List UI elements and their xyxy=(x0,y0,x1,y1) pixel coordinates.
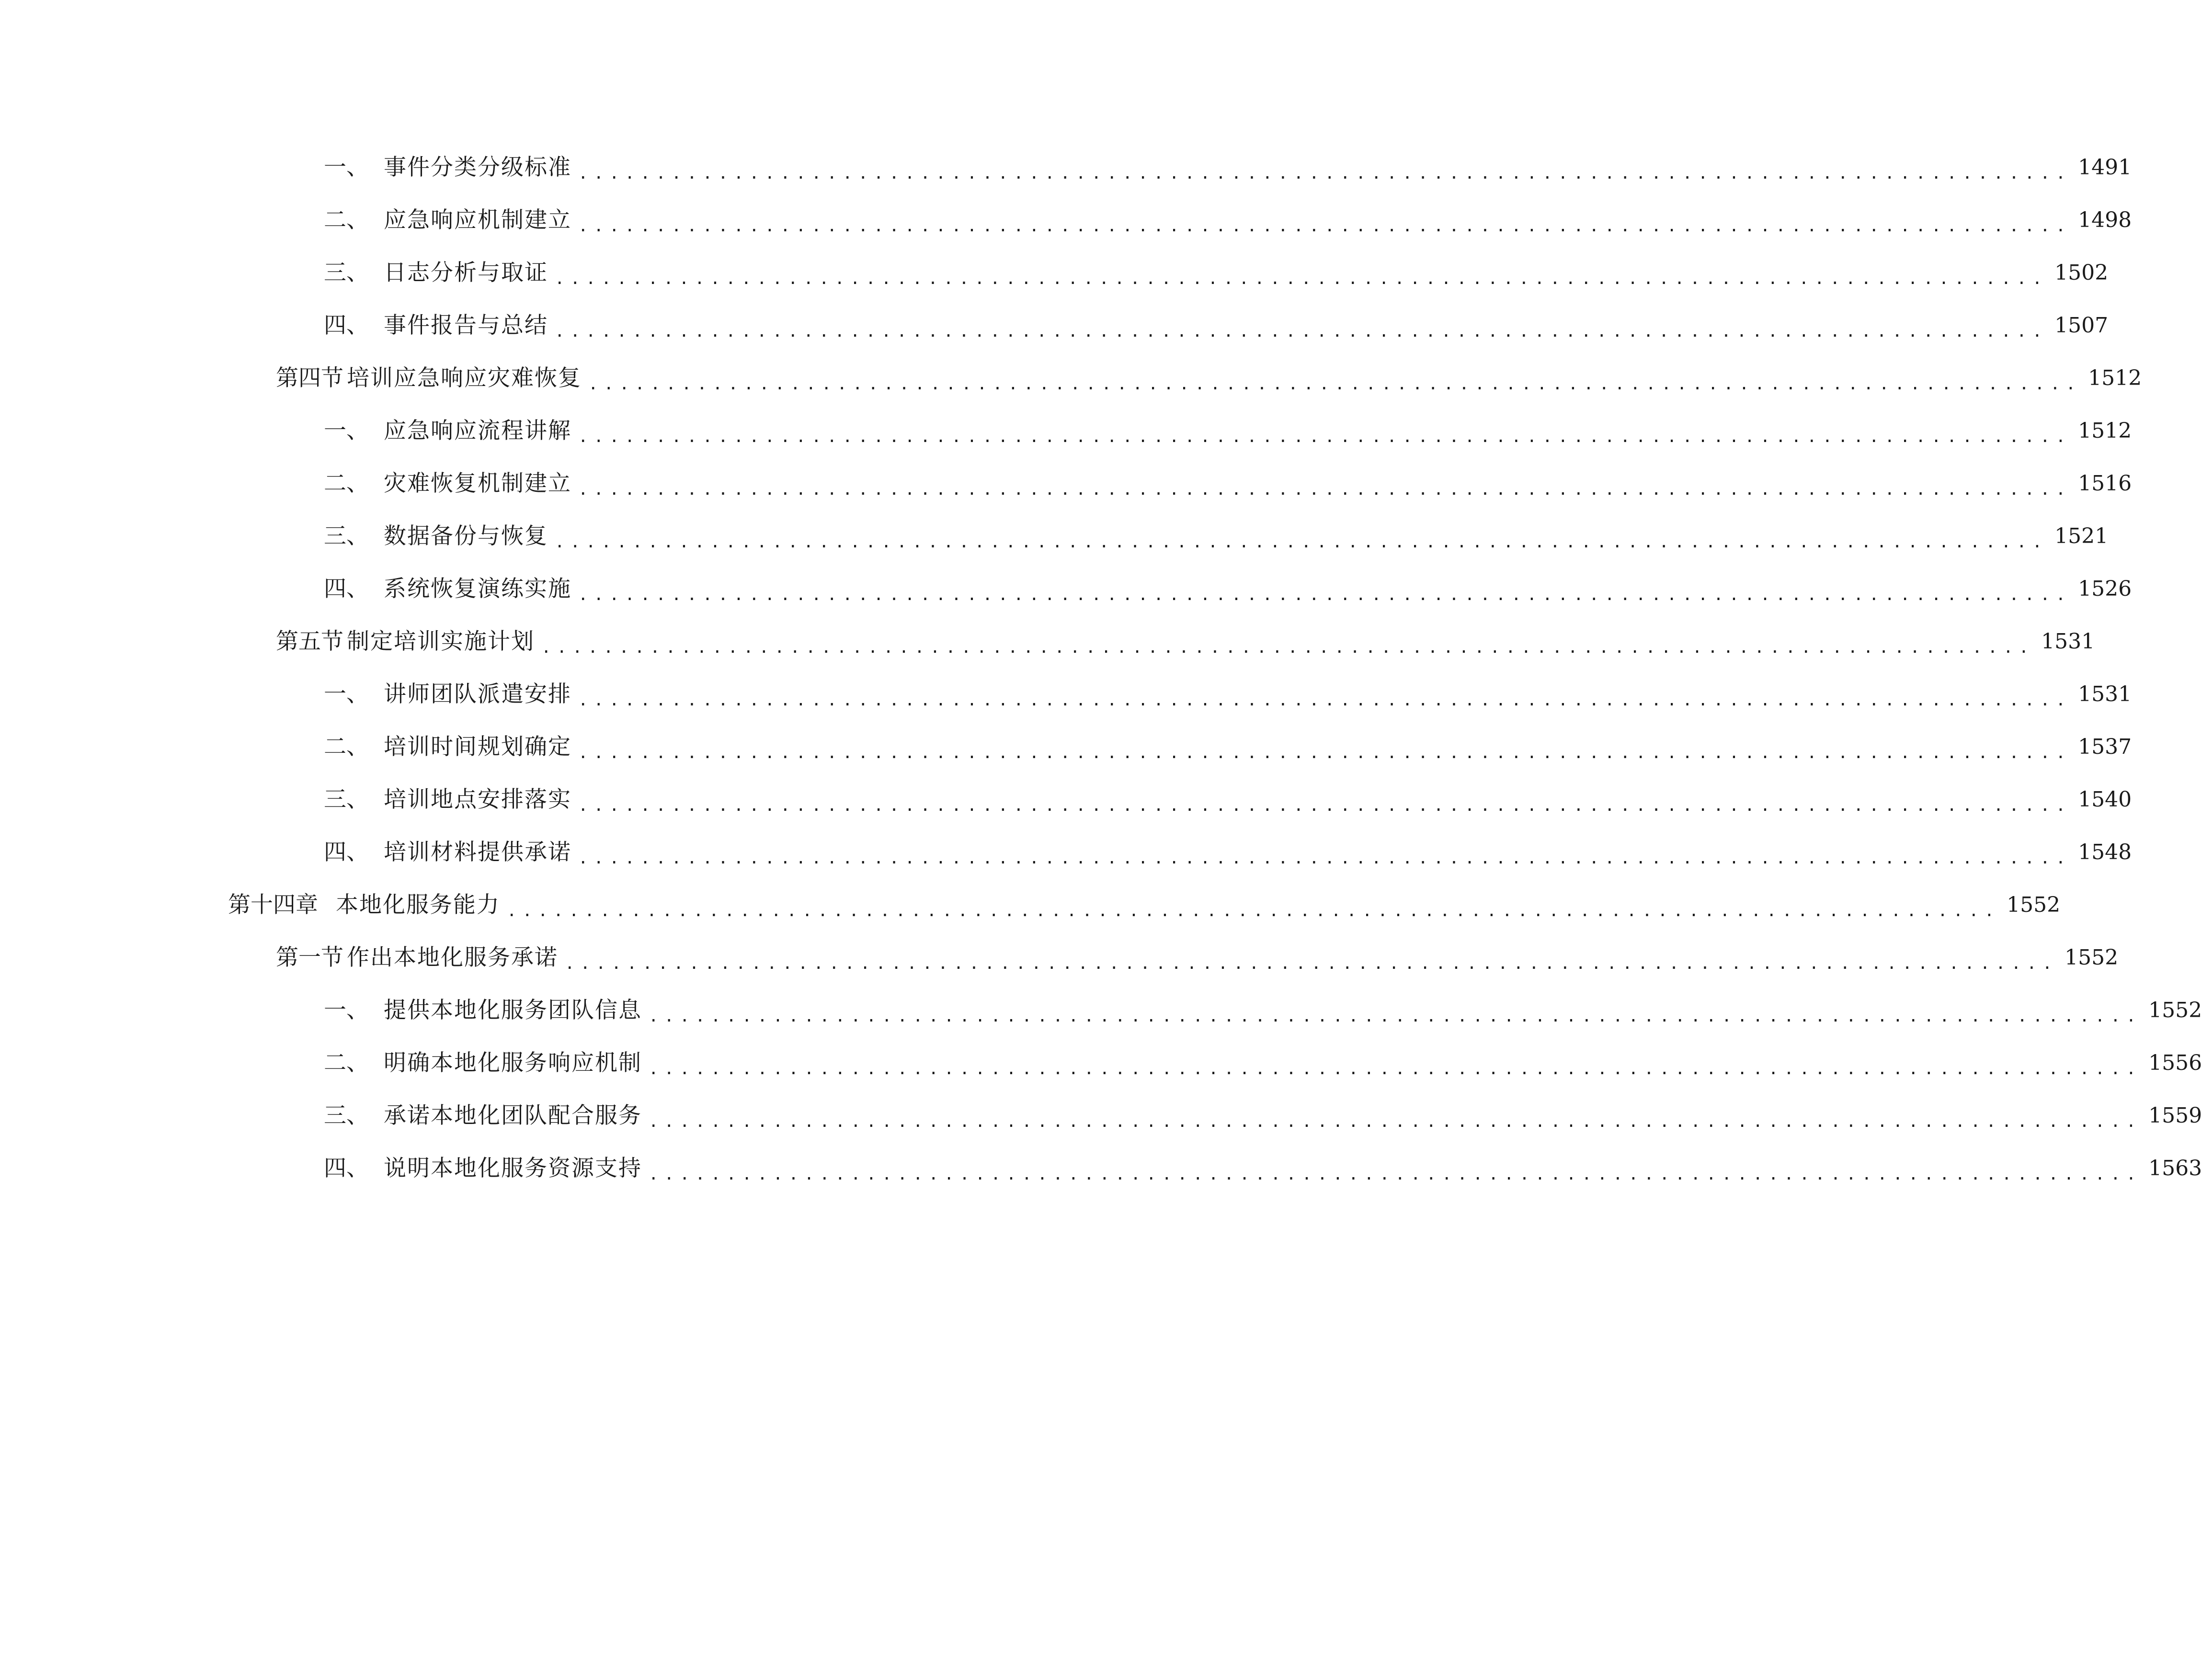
toc-dot-leader: ................................................................................................ xyxy=(578,849,2072,868)
toc-entry-title: 培训地点安排落实 xyxy=(384,786,571,813)
toc-dot-leader: ................................................................................................ xyxy=(649,1165,2142,1184)
toc-entry-number: 第五节 xyxy=(276,628,343,655)
toc-entry-title: 培训时间规划确定 xyxy=(384,734,571,760)
toc-entry[interactable] xyxy=(324,673,2132,716)
toc-page-number: 1526 xyxy=(2078,577,2132,601)
toc-entry[interactable] xyxy=(324,1042,2202,1085)
toc-entry-number: 一、 xyxy=(324,997,369,1023)
toc-page-number: 1521 xyxy=(2054,524,2109,548)
toc-entry-number: 四、 xyxy=(324,312,369,339)
toc-entry-title: 事件报告与总结 xyxy=(384,312,548,339)
toc-page-number: 1559 xyxy=(2148,1103,2202,1128)
toc-entry[interactable] xyxy=(324,146,2132,189)
toc-page-number: 1512 xyxy=(2078,419,2132,443)
toc-page-number: 1548 xyxy=(2078,840,2132,864)
toc-entry[interactable] xyxy=(324,199,2132,242)
toc-dot-leader: ................................................................................................ xyxy=(555,533,2048,552)
toc-entry[interactable] xyxy=(324,1147,2202,1190)
toc-entry[interactable] xyxy=(324,831,2132,874)
toc-entry-title: 承诺本地化团队配合服务 xyxy=(384,1102,642,1129)
toc-dot-leader: ................................................................................................ xyxy=(555,322,2048,341)
toc-entry[interactable] xyxy=(324,989,2202,1032)
toc-page-number: 1512 xyxy=(2088,366,2142,390)
toc-entry-title: 提供本地化服务团队信息 xyxy=(384,997,642,1023)
toc-page-number: 1502 xyxy=(2054,261,2109,285)
toc-page-number: 1507 xyxy=(2054,313,2109,338)
toc-dot-leader: ................................................................................................ xyxy=(649,1059,2142,1078)
toc-entry-title: 讲师团队派遣安排 xyxy=(384,681,571,707)
toc-entry-title: 本地化服务能力 xyxy=(336,892,500,918)
toc-entry[interactable] xyxy=(276,620,2095,663)
toc-entry-title: 制定培训实施计划 xyxy=(347,628,535,655)
toc-dot-leader: ................................................................................................ xyxy=(649,1112,2142,1131)
toc-entry-title: 培训材料提供承诺 xyxy=(384,839,571,865)
toc-entry[interactable] xyxy=(324,515,2109,558)
toc-dot-leader: ................................................................................................ xyxy=(649,1007,2142,1026)
toc-dot-leader: ................................................................................................ xyxy=(507,901,2000,920)
toc-entry[interactable] xyxy=(276,357,2142,400)
toc-entry-title: 事件分类分级标准 xyxy=(384,154,571,181)
toc-entry-number: 三、 xyxy=(324,523,369,549)
toc-page-number: 1540 xyxy=(2078,787,2132,812)
toc-page-number: 1491 xyxy=(2078,155,2132,180)
toc-entry-title: 应急响应流程讲解 xyxy=(384,418,571,444)
toc-entry-title: 系统恢复演练实施 xyxy=(384,576,571,602)
toc-entry-number: 一、 xyxy=(324,418,369,444)
toc-entry[interactable] xyxy=(324,409,2132,453)
toc-dot-leader: ................................................................................................ xyxy=(578,480,2072,499)
toc-dot-leader: ................................................................................................ xyxy=(555,269,2048,288)
toc-entry-title: 说明本地化服务资源支持 xyxy=(384,1155,642,1181)
toc-dot-leader: ................................................................................................ xyxy=(541,638,2035,657)
toc-entry-title: 日志分析与取证 xyxy=(384,260,548,286)
toc-entry-number: 三、 xyxy=(324,260,369,286)
toc-entry[interactable] xyxy=(324,304,2109,347)
toc-page-number: 1552 xyxy=(2148,998,2202,1022)
toc-entry-number: 四、 xyxy=(324,1155,369,1181)
toc-dot-leader: ................................................................................................ xyxy=(578,216,2072,236)
toc-entry[interactable] xyxy=(324,1094,2202,1137)
toc-entry[interactable] xyxy=(324,726,2132,769)
toc-entry-title: 数据备份与恢复 xyxy=(384,523,548,549)
toc-entry-number: 第四节 xyxy=(276,365,343,391)
toc-entry-number: 二、 xyxy=(324,470,369,497)
toc-entry-number: 二、 xyxy=(324,207,369,233)
toc-dot-leader: ................................................................................................ xyxy=(565,954,2058,973)
toc-entry-number: 四、 xyxy=(324,839,369,865)
toc-page-number: 1537 xyxy=(2078,735,2132,759)
toc-entry-title: 明确本地化服务响应机制 xyxy=(384,1050,642,1076)
toc-entry-number: 三、 xyxy=(324,786,369,813)
toc-dot-leader: ................................................................................................ xyxy=(578,691,2072,710)
toc-dot-leader: ................................................................................................ xyxy=(578,427,2072,446)
toc-entry-number: 二、 xyxy=(324,1050,369,1076)
toc-entry-number: 一、 xyxy=(324,681,369,707)
toc-entry-title: 灾难恢复机制建立 xyxy=(384,470,571,497)
toc-entry-number: 四、 xyxy=(324,576,369,602)
toc-page-number: 1556 xyxy=(2148,1051,2202,1075)
toc-entry[interactable] xyxy=(324,251,2109,295)
toc-entry-title: 应急响应机制建立 xyxy=(384,207,571,233)
toc-entry-number: 一、 xyxy=(324,154,369,181)
toc-dot-leader: ................................................................................................ xyxy=(578,585,2072,604)
toc-dot-leader: ................................................................................................ xyxy=(578,796,2072,815)
toc-dot-leader: ................................................................................................ xyxy=(578,743,2072,762)
toc-entry-number: 三、 xyxy=(324,1102,369,1129)
toc-dot-leader: ................................................................................................ xyxy=(588,375,2082,394)
toc-entry[interactable] xyxy=(324,778,2132,821)
toc-entry[interactable] xyxy=(324,462,2132,505)
toc-entry[interactable] xyxy=(324,568,2132,611)
toc-entry[interactable] xyxy=(228,884,2061,927)
toc-page-number: 1531 xyxy=(2041,629,2095,654)
toc-entry-number: 第十四章 xyxy=(228,892,318,918)
toc-entry-number: 第一节 xyxy=(276,944,343,971)
toc-entry-title: 培训应急响应灾难恢复 xyxy=(347,365,582,391)
toc-entry-number: 二、 xyxy=(324,734,369,760)
toc-page-number: 1498 xyxy=(2078,208,2132,232)
toc-page-number: 1563 xyxy=(2148,1156,2202,1181)
toc-page-number: 1531 xyxy=(2078,682,2132,706)
toc-page-number: 1516 xyxy=(2078,471,2132,496)
toc-entry[interactable] xyxy=(276,936,2119,979)
toc-page-number: 1552 xyxy=(2007,893,2061,917)
toc-dot-leader: ................................................................................................ xyxy=(578,164,2072,183)
toc-entry-title: 作出本地化服务承诺 xyxy=(347,944,558,971)
toc-page-number: 1552 xyxy=(2065,945,2119,970)
